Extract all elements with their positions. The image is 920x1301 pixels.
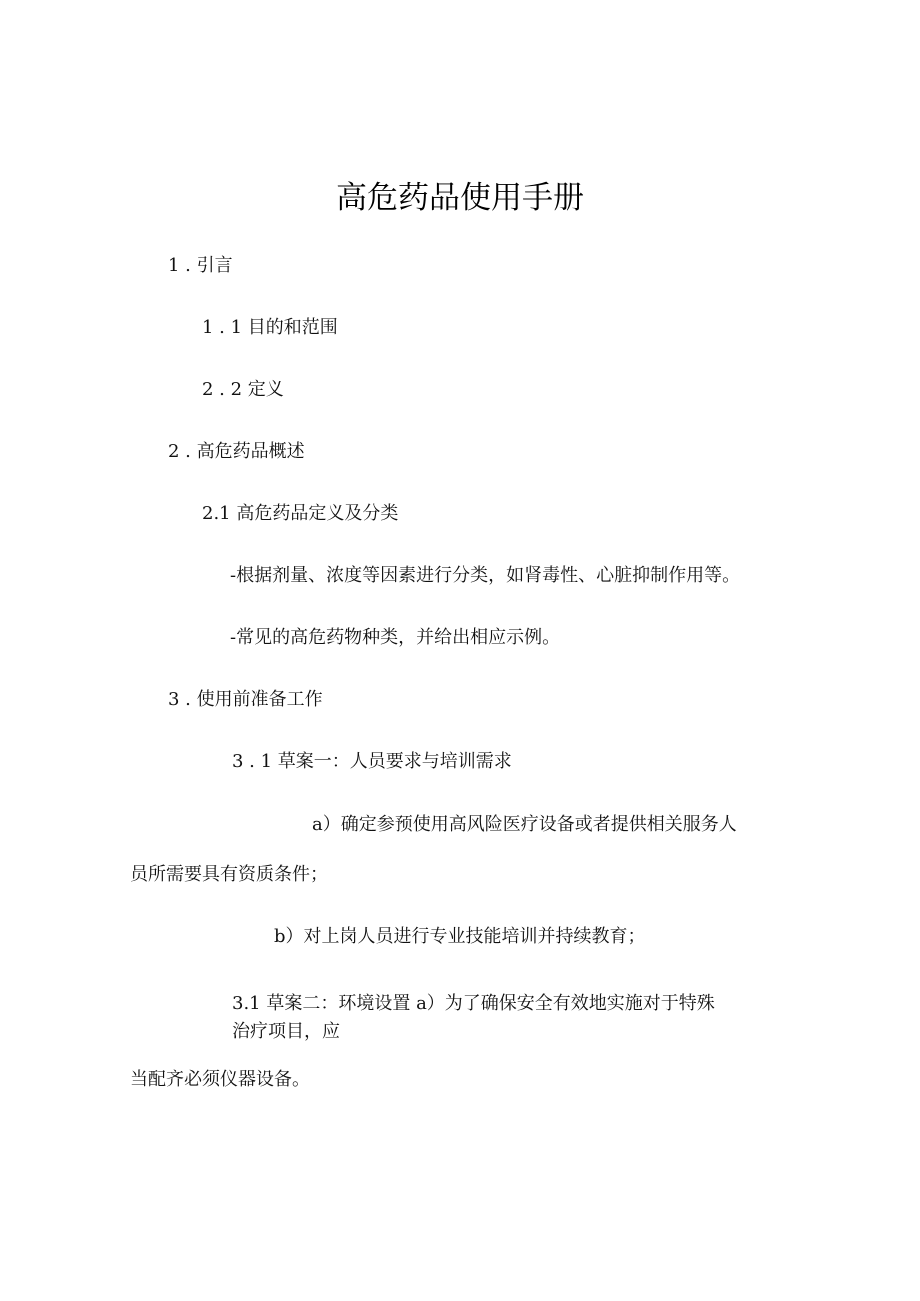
bullet-common-types: -常见的高危药物种类，并给出相应示例。 <box>230 627 561 648</box>
subsection-2-1-heading: 2.1 高危药品定义及分类 <box>202 503 399 524</box>
paragraph-a-line-1: a）确定参预使用高风险医疗设备或者提供相关服务人 <box>312 814 737 835</box>
subsection-3-1-draft-2-line-3: 当配齐必须仪器设备。 <box>130 1069 310 1090</box>
section-1-heading: 1 . 引言 <box>168 255 233 276</box>
subsection-3-1-draft-2-line-2: 治疗项目，应 <box>232 1021 340 1042</box>
paragraph-b: b）对上岗人员进行专业技能培训并持续教育； <box>274 926 646 947</box>
subsection-3-1-draft-1: 3 . 1 草案一：人员要求与培训需求 <box>232 751 512 772</box>
section-2-heading: 2 . 高危药品概述 <box>168 441 305 462</box>
subsection-1-1-heading: 1 . 1 目的和范围 <box>202 317 338 338</box>
paragraph-a-line-2: 员所需要具有资质条件； <box>130 864 328 885</box>
subsection-1-2-heading: 2 . 2 定义 <box>202 379 284 400</box>
subsection-3-1-draft-2-line-1: 3.1 草案二：环境设置 a）为了确保安全有效地实施对于特殊 <box>232 993 715 1014</box>
section-3-heading: 3 . 使用前准备工作 <box>168 689 323 710</box>
bullet-classification: -根据剂量、浓度等因素进行分类，如肾毒性、心脏抑制作用等。 <box>230 565 741 586</box>
document-title: 高危药品使用手册 <box>336 180 584 216</box>
